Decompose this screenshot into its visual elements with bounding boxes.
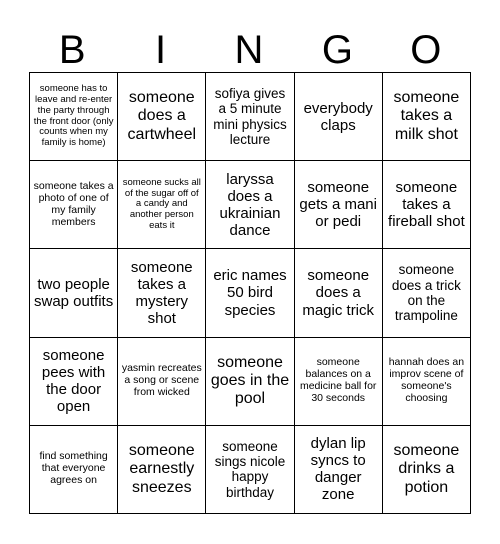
bingo-cell[interactable]: someone does a cartwheel — [118, 73, 206, 161]
header-letter-o: O — [410, 28, 442, 72]
bingo-cell[interactable]: someone sings nicole happy birthday — [206, 426, 294, 514]
bingo-cell[interactable]: hannah does an improv scene of someone's choosing — [383, 338, 471, 426]
bingo-header — [28, 22, 470, 78]
bingo-board — [29, 72, 471, 514]
bingo-cell[interactable]: find something that everyone agrees on — [30, 426, 118, 514]
bingo-cell[interactable]: sofiya gives a 5 minute mini physics lecture — [206, 73, 294, 161]
bingo-cell[interactable]: someone sucks all of the sugar off of a candy and another person eats it — [118, 161, 206, 249]
bingo-cell[interactable]: everybody claps — [295, 73, 383, 161]
header-letter-g: G — [321, 28, 353, 72]
bingo-cell[interactable]: eric names 50 bird species — [206, 249, 294, 337]
bingo-cell[interactable]: two people swap outfits — [30, 249, 118, 337]
bingo-cell[interactable]: someone goes in the pool — [206, 338, 294, 426]
bingo-cell[interactable]: dylan lip syncs to danger zone — [295, 426, 383, 514]
bingo-cell[interactable]: someone takes a photo of one of my family members — [30, 161, 118, 249]
header-letter-n: N — [234, 28, 264, 72]
bingo-cell[interactable]: laryssa does a ukrainian dance — [206, 161, 294, 249]
bingo-cell[interactable]: someone takes a fireball shot — [383, 161, 471, 249]
bingo-cell[interactable]: someone takes a milk shot — [383, 73, 471, 161]
bingo-cell[interactable]: someone earnestly sneezes — [118, 426, 206, 514]
bingo-cell[interactable]: someone drinks a potion — [383, 426, 471, 514]
bingo-cell[interactable]: someone balances on a medicine ball for 30 seconds — [295, 338, 383, 426]
bingo-cell[interactable]: someone takes a mystery shot — [118, 249, 206, 337]
bingo-cell[interactable]: someone does a trick on the trampoline — [383, 249, 471, 337]
header-letter-b: B — [58, 28, 86, 72]
bingo-cell[interactable]: yasmin recreates a song or scene from wicked — [118, 338, 206, 426]
bingo-cell[interactable]: someone has to leave and re-enter the party through the front door (only counts when my family is home) — [30, 73, 118, 161]
bingo-cell[interactable]: someone does a magic trick — [295, 249, 383, 337]
bingo-cell[interactable]: someone pees with the door open — [30, 338, 118, 426]
bingo-cell[interactable]: someone gets a mani or pedi — [295, 161, 383, 249]
header-letter-i: I — [155, 28, 167, 72]
